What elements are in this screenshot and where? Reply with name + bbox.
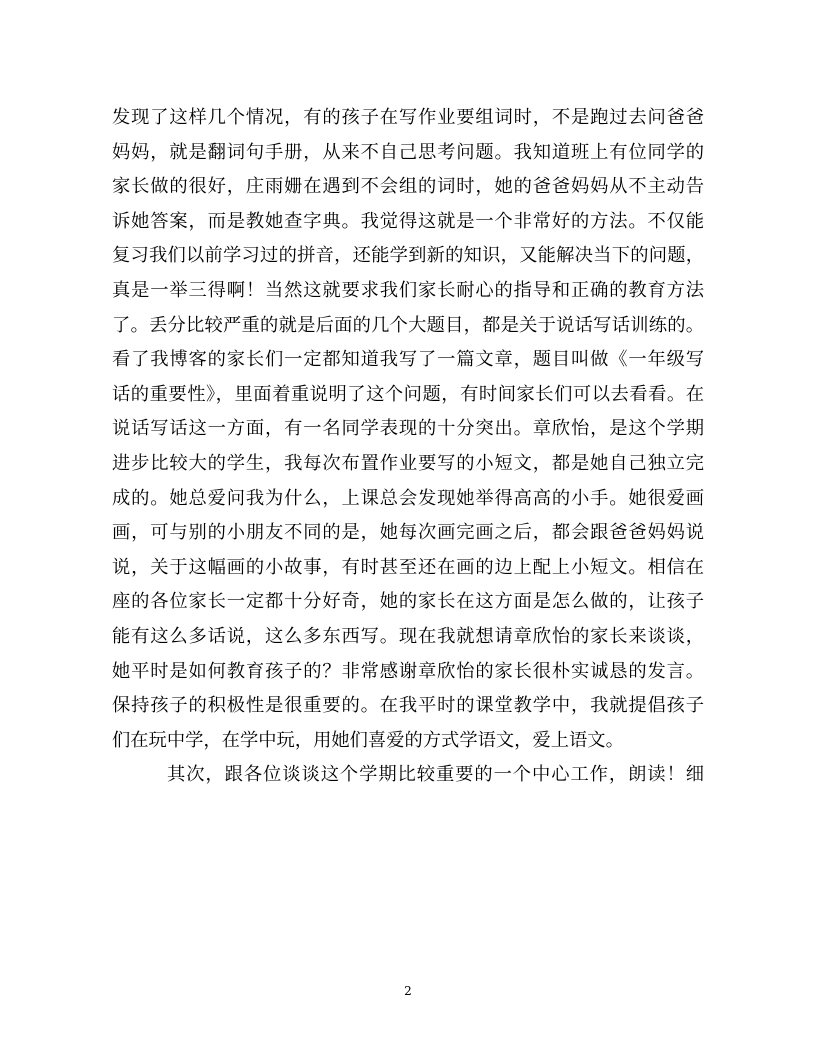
text-line: 家长做的很好，庄雨姗在遇到不会组的词时，她的爸爸妈妈从不主动告 bbox=[112, 176, 704, 198]
text-line: 真是一举三得啊！当然这就要求我们家长耐心的指导和正确的教育方法 bbox=[112, 279, 704, 301]
text-line: 看了我博客的家长们一定都知道我写了一篇文章，题目叫做《一年级写 bbox=[112, 349, 704, 371]
text-line: 画，可与别的小朋友不同的是，她每次画完画之后，都会跟爸爸妈妈说 bbox=[112, 522, 704, 544]
text-line: 了。丢分比较严重的就是后面的几个大题目，都是关于说话写话训练的。 bbox=[112, 314, 704, 336]
text-line: 保持孩子的积极性是很重要的。在我平时的课堂教学中，我就提倡孩子 bbox=[112, 695, 704, 717]
paragraph-end-line: 们在玩中学，在学中玩，用她们喜爱的方式学语文，爱上语文。 bbox=[112, 729, 624, 751]
text-line: 发现了这样几个情况，有的孩子在写作业要组词时，不是跑过去问爸爸 bbox=[112, 107, 704, 128]
body-text bbox=[112, 101, 704, 793]
paragraph-start-line: 其次，跟各位谈谈这个学期比较重要的一个中心工作，朗读！细 bbox=[167, 764, 704, 786]
page-number: 2 bbox=[404, 984, 412, 998]
text-line: 诉她答案，而是教她查字典。我觉得这就是一个非常好的方法。不仅能 bbox=[112, 210, 704, 232]
text-line: 话的重要性》，里面着重说明了这个问题，有时间家长们可以去看看。在 bbox=[112, 383, 704, 405]
text-line: 妈妈，就是翻词句手册，从来不自己思考问题。我知道班上有位同学的 bbox=[112, 141, 704, 163]
text-line: 她平时是如何教育孩子的？非常感谢章欣怡的家长很朴实诚恳的发言。 bbox=[112, 660, 704, 682]
text-line: 座的各位家长一定都十分好奇，她的家长在这方面是怎么做的，让孩子 bbox=[112, 591, 704, 613]
text-line: 成的。她总爱问我为什么，上课总会发现她举得高高的小手。她很爱画 bbox=[112, 487, 704, 509]
text-line: 进步比较大的学生，我每次布置作业要写的小短文，都是她自己独立完 bbox=[112, 452, 704, 474]
text-line: 能有这么多话说，这么多东西写。现在我就想请章欣怡的家长来谈谈， bbox=[112, 625, 704, 647]
text-line: 说，关于这幅画的小故事，有时甚至还在画的边上配上小短文。相信在 bbox=[112, 556, 704, 578]
text-line: 复习我们以前学习过的拼音，还能学到新的知识，又能解决当下的问题， bbox=[112, 245, 704, 267]
text-line: 说话写话这一方面，有一名同学表现的十分突出。章欣怡，是这个学期 bbox=[112, 418, 704, 440]
